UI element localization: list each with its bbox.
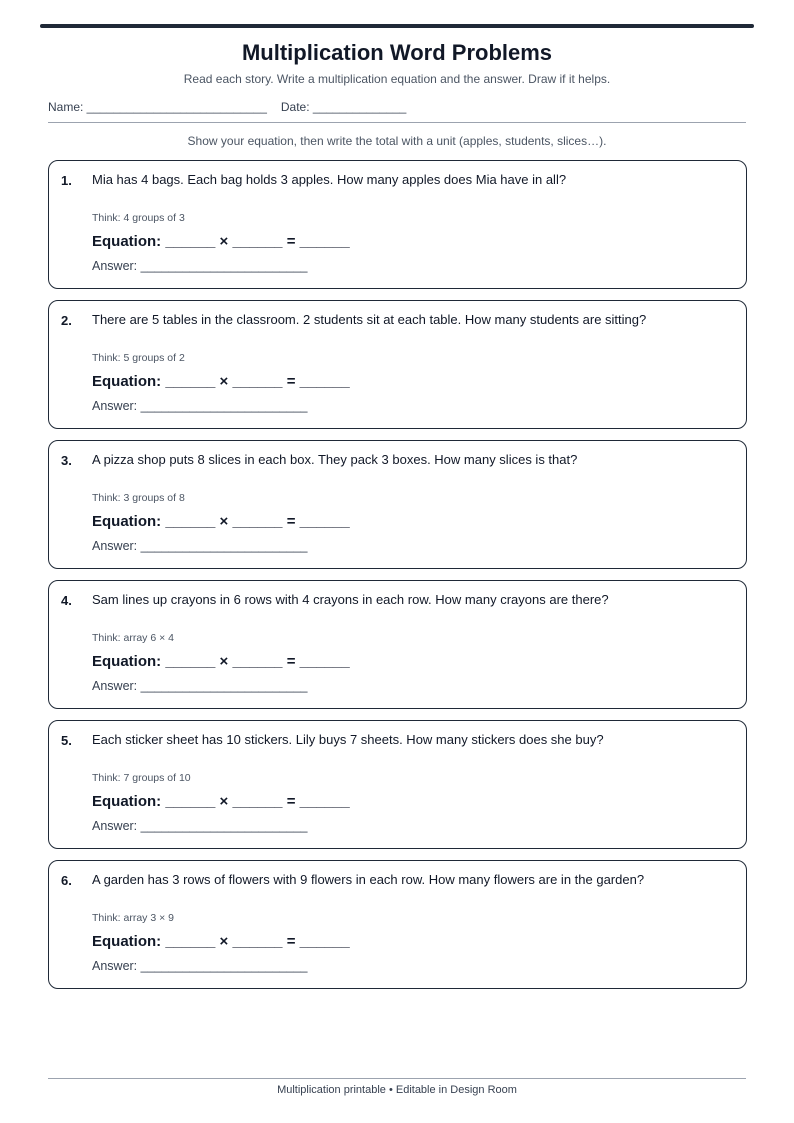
equation-line[interactable]: Equation: ______ × ______ = ______ [92,373,350,390]
problem-story: A garden has 3 rows of flowers with 9 flowers in each row. How many flowers are in the garden? [92,872,645,887]
page-subtitle: Read each story. Write a multiplication equation and the answer. Draw if it helps. [183,72,611,86]
problem-story: Each sticker sheet has 10 stickers. Lily buys 7 sheets. How many stickers does she buy? [92,732,604,747]
problem-card-6 [48,860,747,989]
problem-hint: Think: 5 groups of 2 [92,352,185,364]
problem-hint: Think: 7 groups of 10 [92,772,191,784]
date-field[interactable]: Date: ______________ [280,100,407,114]
problem-card-3 [48,440,747,569]
footer-text: Multiplication printable • Editable in Design Room [277,1084,517,1096]
problem-story: A pizza shop puts 8 slices in each box. They pack 3 boxes. How many slices is that? [92,452,578,467]
problem-hint: Think: 4 groups of 3 [92,212,185,224]
problem-story: Mia has 4 bags. Each bag holds 3 apples. How many apples does Mia have in all? [92,172,567,187]
name-date-row [48,100,406,114]
answer-line[interactable]: Answer: ________________________ [92,679,308,693]
answer-line[interactable]: Answer: ________________________ [92,259,308,273]
answer-line[interactable]: Answer: ________________________ [92,819,308,833]
problem-story: Sam lines up crayons in 6 rows with 4 crayons in each row. How many crayons are there? [92,592,609,607]
problem-story: There are 5 tables in the classroom. 2 students sit at each table. How many students are sitting? [92,312,647,327]
page-title: Multiplication Word Problems [241,40,553,65]
problem-number: 4. [61,593,72,608]
problem-hint: Think: 3 groups of 8 [92,492,185,504]
equation-line[interactable]: Equation: ______ × ______ = ______ [92,933,350,950]
problem-number: 6. [61,873,72,888]
problem-card-2 [48,300,747,429]
problem-hint: Think: array 6 × 4 [92,632,174,644]
problem-card-1 [48,160,747,289]
equation-line[interactable]: Equation: ______ × ______ = ______ [92,653,350,670]
problem-hint: Think: array 3 × 9 [92,912,174,924]
instructions: Show your equation, then write the total with a unit (apples, students, slices…). [187,134,607,148]
problem-number: 3. [61,453,72,468]
answer-line[interactable]: Answer: ________________________ [92,539,308,553]
equation-line[interactable]: Equation: ______ × ______ = ______ [92,793,350,810]
problem-card-5 [48,720,747,849]
problem-number: 1. [61,173,72,188]
answer-line[interactable]: Answer: ________________________ [92,959,308,973]
name-field[interactable]: Name: ___________________________ [48,100,267,114]
problem-number: 2. [61,313,72,328]
problem-number: 5. [61,733,72,748]
footer-divider [48,1078,746,1079]
equation-line[interactable]: Equation: ______ × ______ = ______ [92,233,350,250]
header-divider [48,122,746,123]
problem-card-4 [48,580,747,709]
top-accent-bar [40,24,754,28]
equation-line[interactable]: Equation: ______ × ______ = ______ [92,513,350,530]
answer-line[interactable]: Answer: ________________________ [92,399,308,413]
